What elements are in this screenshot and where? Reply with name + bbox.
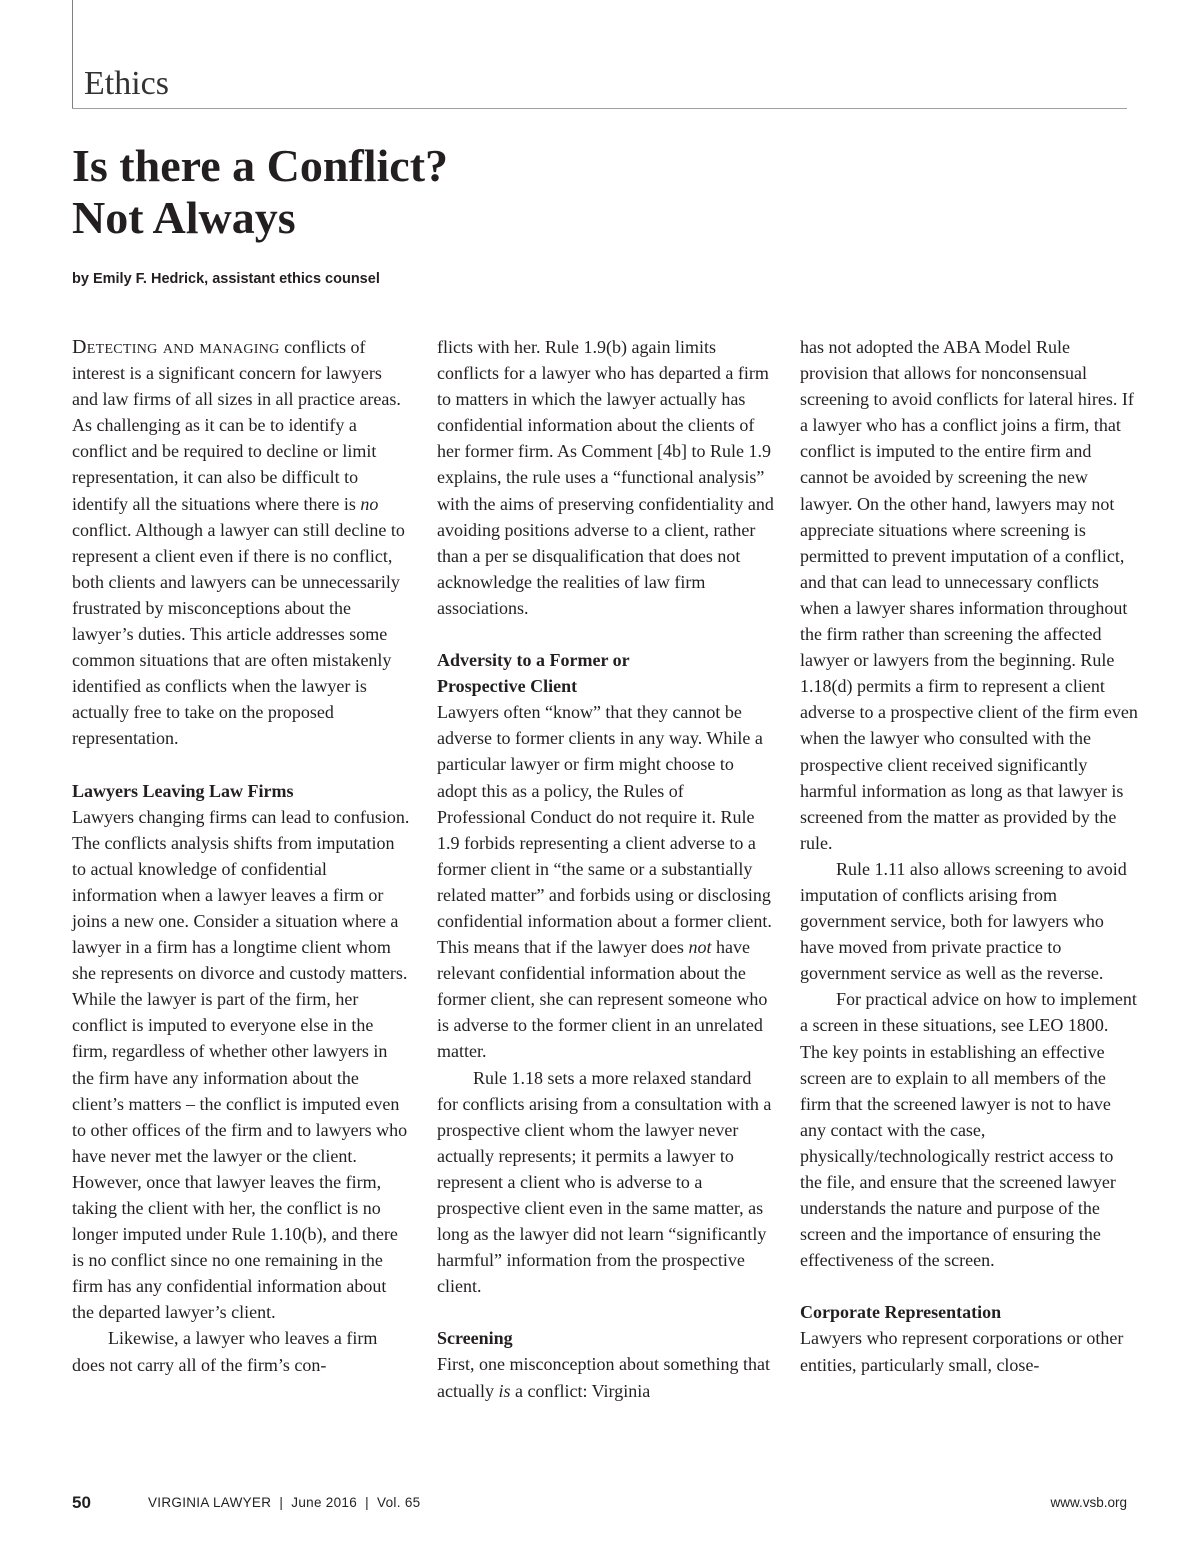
paragraph-practical-advice: For practical advice on how to implement a screen in these situations, see LEO 1800. The key points in establishing an effective screen are to explain to all members of the firm that the screened lawyer is not to have any contact with the case, physically/technologically restrict access to the file, and ensure that the screened lawyer understands the nature and purpose of the screen and the importance of ensuring the effectiveness of the screen. bbox=[800, 989, 1137, 1271]
intro-text: conflicts of interest is a significant concern for lawyers and law firms of all sizes in all practice areas. As challenging as it can be to identify a conflict and be required to decline or limit representation, it can also be difficult to identify all the situations where there is bbox=[72, 337, 401, 514]
adversity-text: Lawyers often “know” that they cannot be adverse to former clients in any way. While a particular lawyer or firm might choose to adopt this as a policy, the Rules of Professional Conduct do not require it. Rule 1.9 forbids representing a client adverse to a former client in “the same or a substantially related matter” and forbids using or disclosing confidential information about a former client. This means that if the lawyer does bbox=[437, 702, 772, 958]
spacer bbox=[437, 1299, 775, 1325]
column-2 bbox=[437, 334, 775, 1404]
adversity-emphasis: not bbox=[688, 937, 712, 958]
paragraph-continued: flicts with her. Rule 1.9(b) again limits conflicts for a lawyer who has departed a firm to matters in which the lawyer actually has confidential information about the clients of her former firm. As Comment [4b] to Rule 1.9 explains, the rule uses a “functional analysis” with the aims of preserving confidentiality and avoiding positions adverse to a client, rather than a per se disqualification that does not acknowledge the realities of law firm associations. bbox=[437, 337, 774, 618]
subhead-adversity bbox=[437, 647, 775, 699]
article-title bbox=[72, 140, 448, 244]
intro-text-end: conflict. Although a lawyer can still decline to represent a client even if there is no conflict, both clients and lawyers can be unnecessarily frustrated by misconceptions about the lawyer’s duties. This article addresses some common situations that are often mistakenly identified as conflicts when the lawyer is actually free to take on the proposed representation. bbox=[72, 519, 405, 749]
intro-paragraph bbox=[72, 334, 410, 752]
intro-emphasis: no bbox=[360, 493, 379, 514]
section-label: Ethics bbox=[84, 65, 169, 102]
column-1 bbox=[72, 334, 410, 1378]
header-vertical-rule bbox=[72, 0, 73, 108]
paragraph-rule-1-11: Rule 1.11 also allows screening to avoid imputation of conflicts arising from government service, both for lawyers who have moved from private practice to government service as well as the reverse. bbox=[800, 858, 1127, 984]
subhead-screening: Screening bbox=[437, 1328, 513, 1349]
page-number: 50 bbox=[72, 1493, 91, 1512]
column-3 bbox=[800, 334, 1138, 1378]
paragraph-adversity bbox=[437, 699, 775, 1064]
article-title-line-1: Is there a Conflict? bbox=[72, 140, 449, 191]
screening-text: First, one misconception about something that actually bbox=[437, 1354, 770, 1401]
website-link[interactable]: www.vsb.org bbox=[1050, 1495, 1127, 1510]
paragraph-likewise: Likewise, a lawyer who leaves a firm does not carry all of the firm’s con- bbox=[72, 1328, 378, 1375]
paragraph-screening bbox=[437, 1351, 775, 1403]
subhead-adversity-line-1: Adversity to a Former or bbox=[437, 650, 630, 671]
spacer bbox=[72, 752, 410, 778]
subhead-corporate: Corporate Representation bbox=[800, 1302, 1002, 1323]
header-horizontal-rule bbox=[72, 108, 1127, 109]
subhead-adversity-line-2: Prospective Client bbox=[437, 676, 578, 697]
publication-info: VIRGINIA LAWYER | June 2016 | Vol. 65 bbox=[148, 1495, 421, 1510]
lead-in-smallcaps: Detecting and managing bbox=[72, 336, 280, 358]
adversity-text-end: have relevant confidential information about the former client, she can represent someone who is adverse to the former client in an unrelated matter. bbox=[437, 937, 768, 1062]
subhead-lawyers-leaving: Lawyers Leaving Law Firms bbox=[72, 780, 294, 801]
spacer bbox=[437, 621, 775, 647]
spacer bbox=[800, 1273, 1138, 1299]
article-title-line-2: Not Always bbox=[72, 192, 296, 243]
paragraph-corporate: Lawyers who represent corporations or other entities, particularly small, close- bbox=[800, 1328, 1124, 1375]
paragraph-rule-1-18: Rule 1.18 sets a more relaxed standard for conflicts arising from a consultation with a prospective client whom the lawyer never actually represents; it permits a lawyer to represent a client who is adverse to a prospective client even in the same matter, as long as the lawyer did not learn “significantly harmful” information from the prospective client. bbox=[437, 1067, 772, 1297]
screening-emphasis: is bbox=[498, 1380, 511, 1401]
paragraph-lawyers-leaving: Lawyers changing firms can lead to confusion. The conflicts analysis shifts from imputation to actual knowledge of confidential information when a lawyer leaves a firm or joins a new one. Consider a situation where a lawyer in a firm has a longtime client whom she represents on divorce and custody matters. While the lawyer is part of the firm, her conflict is imputed to everyone else in the firm, regardless of whether other lawyers in the firm have any information about the client’s matters – the conflict is imputed even to other offices of the firm and to lawyers who have never met the lawyer or the client. However, once that lawyer leaves the firm, taking the client with her, the conflict is no longer imputed under Rule 1.10(b), and there is no conflict since no one remaining in the firm has any confidential information about the departed lawyer’s client. bbox=[72, 806, 410, 1323]
screening-text-end: a conflict: Virginia bbox=[510, 1380, 651, 1401]
byline: by Emily F. Hedrick, assistant ethics counsel bbox=[72, 271, 380, 287]
paragraph-aba-rule: has not adopted the ABA Model Rule provision that allows for nonconsensual screening to avoid conflicts for lateral hires. If a lawyer who has a conflict joins a firm, that conflict is imputed to the entire firm and cannot be avoided by screening the new lawyer. On the other hand, lawyers may not appreciate situations where screening is permitted to prevent imputation of a conflict, and that can lead to unnecessary conflicts when a lawyer shares information throughout the firm rather than screening the affected lawyer or lawyers from the beginning. Rule 1.18(d) permits a firm to represent a client adverse to a prospective client of the firm even when the lawyer who consulted with the prospective client received significantly harmful information as long as that lawyer is screened from the matter as provided by the rule. bbox=[800, 337, 1138, 853]
